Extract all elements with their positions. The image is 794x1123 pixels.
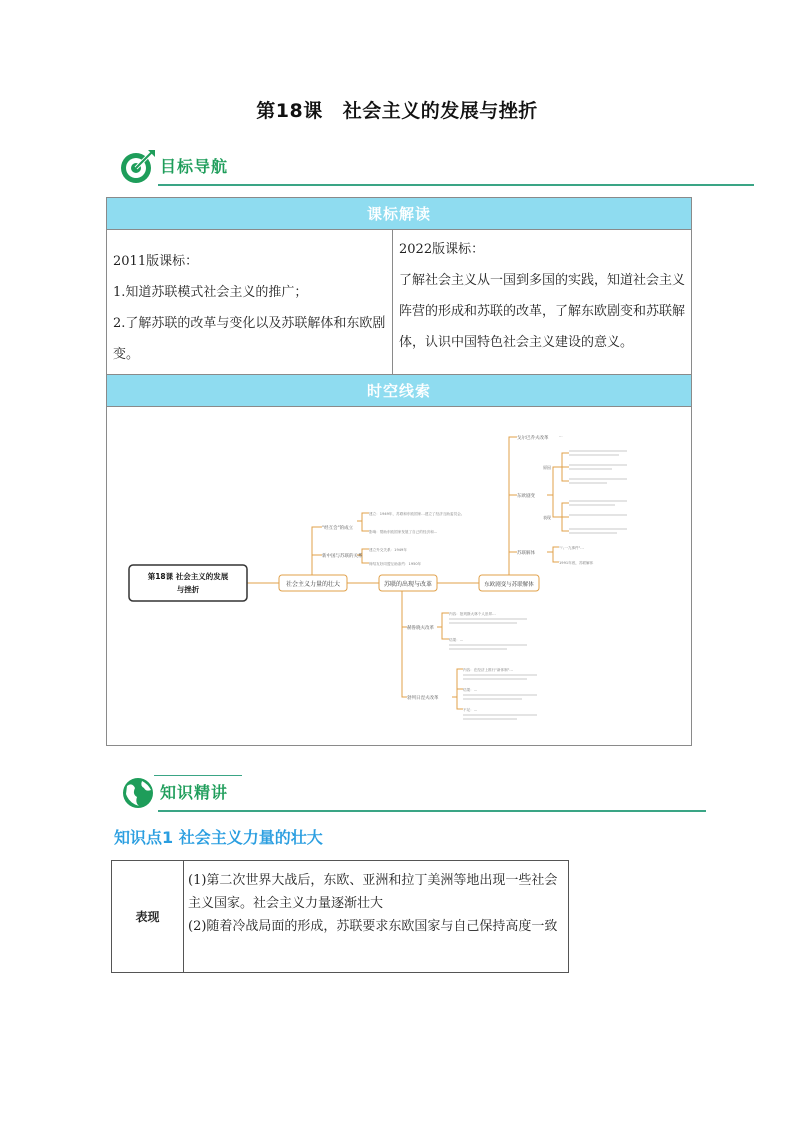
standards-header: 课标解读 <box>107 198 692 230</box>
mindmap-note: 内容：批判斯大林个人崇拜… <box>449 612 496 616</box>
content-line: (2)随着冷战局面的形成，苏联要求东欧国家与自己保持高度一致 <box>188 919 558 934</box>
mindmap-cell <box>107 407 692 746</box>
mindmap-root-text-1: 第18课 社会主义的发展 <box>147 572 229 581</box>
row-label: 表现 <box>112 861 184 973</box>
mindmap-note: 原因 <box>543 465 551 470</box>
mindmap-node: 戈尔巴乔夫改革 <box>517 436 549 441</box>
timeline-header: 时空线索 <box>107 375 692 407</box>
mindmap-note: 结果：… <box>463 688 478 692</box>
mindmap-note: 建立外交关系：1949年 <box>369 548 407 552</box>
mindmap-root-box <box>129 565 247 601</box>
mindmap-note: … <box>559 434 563 438</box>
mindmap-note: 内容：在经济上推行"新体制"… <box>463 668 514 672</box>
mindmap-branch-left-text: 社会主义力量的壮大 <box>285 581 341 588</box>
mindmap-root-text-2: 与挫折 <box>176 585 200 594</box>
lesson-number: 第18课 <box>256 100 323 122</box>
section-header-knowledge <box>118 772 706 812</box>
mindmap-node: 新中国与苏联的关系 <box>322 554 363 559</box>
standards-2011-item: 2.了解苏联的改革与变化以及苏联解体和东欧剧变。 <box>113 316 386 362</box>
row-content <box>184 861 569 973</box>
mindmap-note: 结果：… <box>449 638 464 642</box>
mindmap-node: 赫鲁晓夫改革 <box>407 626 434 631</box>
standards-2022-text: 了解社会主义从一国到多国的实践，知道社会主义阵营的形成和苏联的改革，了解东欧剧变和苏联解体，认识中国特色社会主义建设的意义。 <box>399 273 686 350</box>
target-logo-icon <box>118 146 158 186</box>
standards-2011-heading: 2011版课标： <box>113 254 199 269</box>
knowledge-point-title: 知识点1 社会主义力量的壮大 <box>114 828 323 847</box>
mindmap-note: 影响：帮助东欧国家发展了自己的经济和… <box>369 530 438 534</box>
mindmap-note: 表现 <box>543 515 551 520</box>
mindmap-note: "八一九事件"… <box>559 546 584 550</box>
mindmap-note: 不足：… <box>463 708 478 712</box>
section-label: 知识精讲 <box>160 783 229 802</box>
standards-2011-cell <box>107 230 393 375</box>
section-rule <box>158 810 706 812</box>
section-label: 目标导航 <box>160 157 229 176</box>
mindmap-diagram <box>107 407 691 746</box>
standards-table <box>106 197 692 746</box>
section-header-goals <box>118 146 754 186</box>
mindmap-node: "经互会"的成立 <box>322 526 354 531</box>
section-topline <box>154 775 242 776</box>
standards-2022-heading: 2022版课标： <box>399 242 485 257</box>
mindmap-note: 缔结友好同盟互助条约：1950年 <box>369 562 422 566</box>
knowledge-point-table <box>111 860 569 973</box>
content-line: (1)第二次世界大战后，东欧、亚洲和拉丁美洲等地出现一些社会主义国家。社会主义力量逐渐壮大 <box>188 873 558 911</box>
mindmap-branch-mid-text: 苏联的出现与改革 <box>383 581 433 588</box>
section-rule <box>158 184 754 186</box>
mindmap-node: 勃列日涅夫改革 <box>407 696 439 701</box>
mindmap-note: 建立：1949年，苏联和东欧国家…建立了经济互助委员会。 <box>369 512 465 516</box>
mindmap-branch-right-text: 东欧剧变与苏联解体 <box>484 582 534 588</box>
lesson-topic: 社会主义的发展与挫折 <box>342 100 538 122</box>
mindmap-note: 1991年底，苏联解体 <box>559 561 594 565</box>
mindmap-node: 苏联解体 <box>517 551 535 556</box>
globe-logo-icon <box>118 772 158 812</box>
mindmap-node: 东欧剧变 <box>517 494 535 499</box>
page-title <box>0 96 794 123</box>
standards-2022-cell <box>393 230 692 375</box>
standards-2011-item: 1.知道苏联模式社会主义的推广； <box>113 285 308 300</box>
